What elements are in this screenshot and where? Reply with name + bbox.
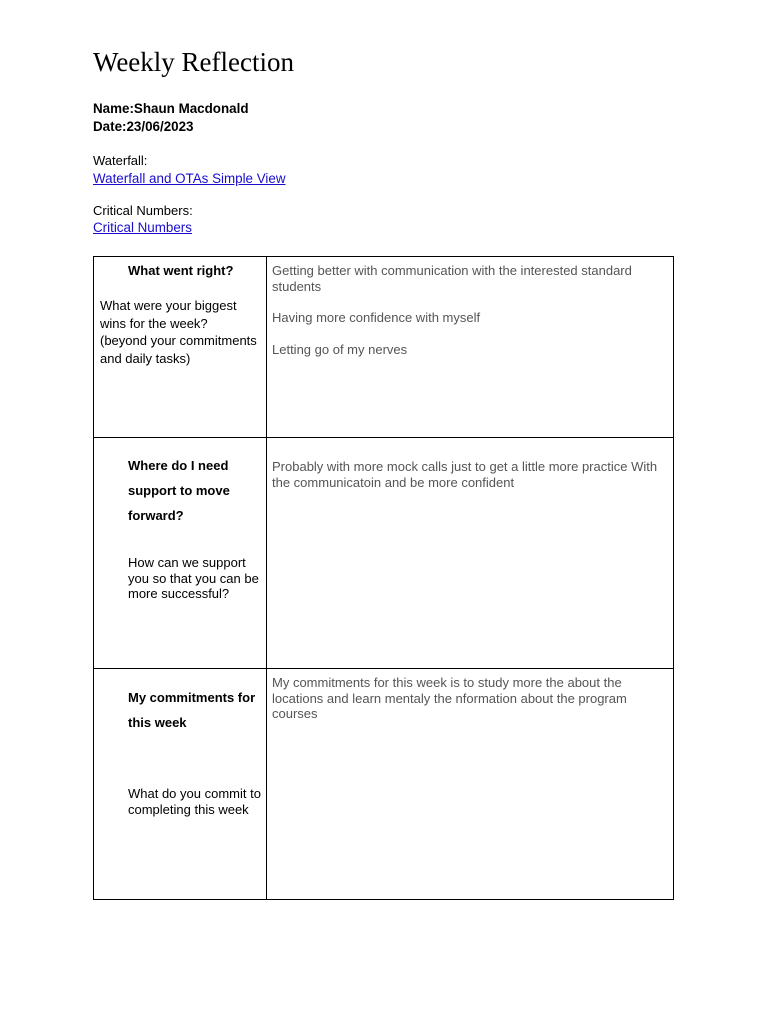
row-answer[interactable] [272,263,670,373]
page-title: Weekly Reflection [93,47,294,77]
waterfall-link[interactable]: Waterfall and OTAs Simple View [93,171,286,186]
answer-line: My commitments for this week is to study more the about the locations and learn mentaly the nformation about the program courses [272,675,627,721]
date-line: Date:23/06/2023 [93,119,194,134]
table-column-divider [266,257,267,899]
row-prompt: How can we support you so that you can be more successful? [128,555,259,601]
row-heading: Where do I need support to move forward? [128,458,230,523]
reflection-table [93,256,674,900]
answer-line: Getting better with communication with the interested standard students [272,263,632,294]
row-prompt: What do you commit to completing this week [128,786,261,817]
table-row-divider [94,668,673,669]
row-heading: What went right? [128,263,234,278]
row-answer[interactable] [272,459,670,506]
row-prompt: What were your biggest wins for the week? (beyond your commitments and daily tasks) [100,298,257,366]
waterfall-label: Waterfall: [93,153,148,168]
row-heading: My commitments for this week [128,690,256,730]
answer-line: Probably with more mock calls just to get a little more practice With the communicatoin and be more confident [272,459,658,490]
answer-line: Having more confidence with myself [272,310,481,325]
critical-numbers-link[interactable]: Critical Numbers [93,220,192,235]
critical-numbers-label: Critical Numbers: [93,203,193,218]
row-answer[interactable] [272,675,670,738]
name-line: Name:Shaun Macdonald [93,101,249,116]
answer-line: Letting go of my nerves [272,341,408,357]
table-row-divider [94,437,673,438]
